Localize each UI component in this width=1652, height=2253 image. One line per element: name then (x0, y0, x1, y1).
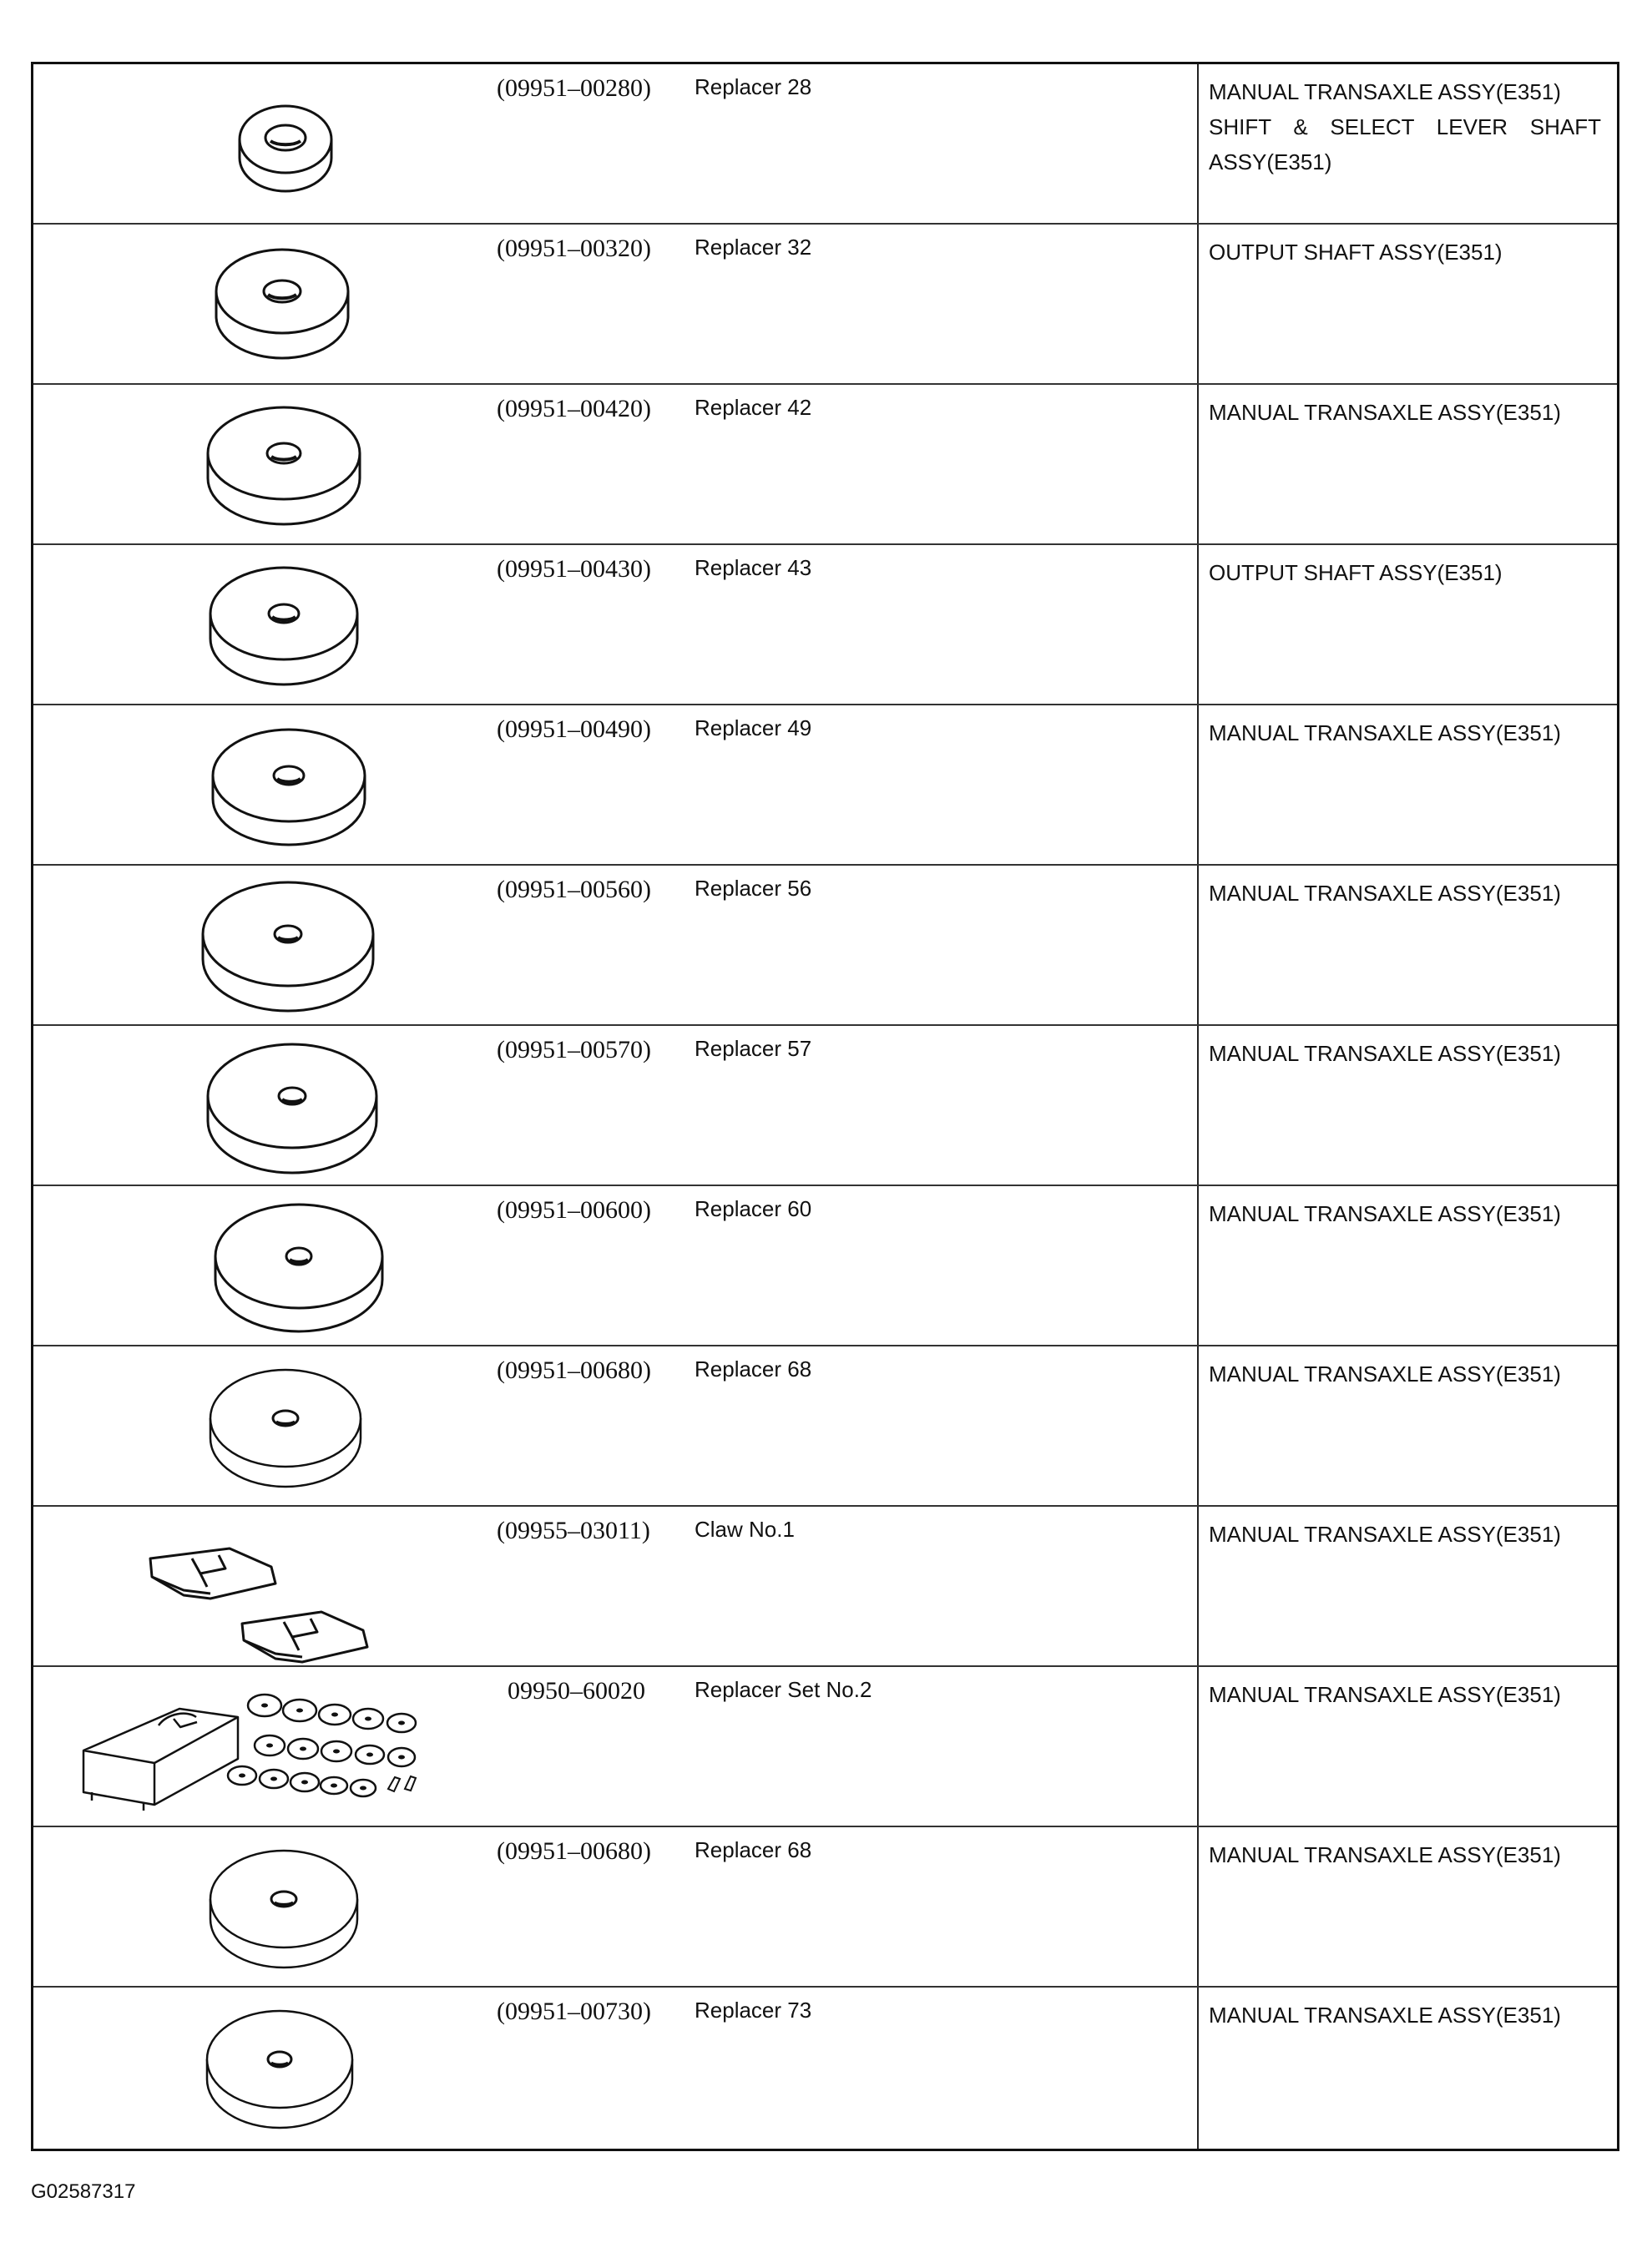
disc-replacer-icon (33, 225, 484, 383)
part-number: (09951–00680) (497, 1837, 651, 1865)
usage-line: SHIFT & SELECT LEVER SHAFT (1209, 114, 1601, 139)
table-row (33, 385, 1617, 545)
part-number: (09951–00730) (497, 1998, 651, 2025)
usage-cell (1209, 1036, 1601, 1071)
usage-cell (1209, 876, 1601, 911)
part-number: (09951–00680) (497, 1356, 651, 1384)
tool-name: Replacer 68 (695, 1356, 812, 1382)
part-number: (09951–00560) (497, 876, 651, 903)
usage-line: MANUAL TRANSAXLE ASSY(E351) (1209, 1682, 1561, 1707)
table-row (33, 545, 1617, 705)
table-row (33, 1507, 1617, 1667)
usage-line: MANUAL TRANSAXLE ASSY(E351) (1209, 881, 1561, 906)
usage-line: ASSY(E351) (1209, 149, 1332, 174)
usage-line: MANUAL TRANSAXLE ASSY(E351) (1209, 1041, 1561, 1066)
tool-name: Replacer 49 (695, 715, 812, 740)
usage-line: MANUAL TRANSAXLE ASSY(E351) (1209, 720, 1561, 745)
usage-line: OUTPUT SHAFT ASSY(E351) (1209, 560, 1503, 585)
table-row (33, 1186, 1617, 1346)
replacer-set-case-icon (33, 1667, 484, 1826)
usage-cell (1209, 1837, 1601, 1872)
usage-cell (1209, 1677, 1601, 1712)
usage-cell (1209, 235, 1601, 270)
usage-line: MANUAL TRANSAXLE ASSY(E351) (1209, 79, 1561, 104)
disc-replacer-icon (33, 1026, 484, 1185)
table-row (33, 225, 1617, 385)
table-row (33, 1346, 1617, 1507)
usage-cell (1209, 395, 1601, 430)
part-number: (09951–00570) (497, 1036, 651, 1063)
usage-cell (1209, 1356, 1601, 1392)
usage-line: MANUAL TRANSAXLE ASSY(E351) (1209, 400, 1561, 425)
tool-name: Replacer 32 (695, 235, 812, 260)
usage-cell (1209, 555, 1601, 590)
usage-line: MANUAL TRANSAXLE ASSY(E351) (1209, 2003, 1561, 2028)
table-row (33, 1827, 1617, 1988)
usage-cell (1209, 715, 1601, 750)
part-number: (09951–00280) (497, 74, 651, 102)
tool-name: Replacer 28 (695, 74, 812, 99)
usage-line: MANUAL TRANSAXLE ASSY(E351) (1209, 1201, 1561, 1226)
usage-line: MANUAL TRANSAXLE ASSY(E351) (1209, 1361, 1561, 1387)
disc-replacer-icon (33, 1827, 484, 1986)
part-number: (09951–00320) (497, 235, 651, 262)
tool-name: Replacer 56 (695, 876, 812, 901)
usage-cell (1209, 1998, 1601, 2033)
disc-replacer-icon (33, 1988, 484, 2146)
tool-name: Replacer 68 (695, 1837, 812, 1862)
disc-replacer-icon (33, 1346, 484, 1505)
disc-replacer-icon (33, 545, 484, 704)
table-row (33, 1667, 1617, 1827)
usage-cell (1209, 74, 1601, 179)
table-row (33, 1026, 1617, 1186)
usage-cell (1209, 1517, 1601, 1552)
disc-replacer-icon (33, 705, 484, 864)
table-row (33, 866, 1617, 1026)
tool-name: Replacer 60 (695, 1196, 812, 1221)
figure-id: G02587317 (31, 2180, 136, 2203)
claw-icon (33, 1507, 484, 1665)
disc-replacer-icon (33, 385, 484, 543)
tool-name: Replacer 57 (695, 1036, 812, 1061)
disc-replacer-icon (33, 866, 484, 1024)
tool-name: Replacer 73 (695, 1998, 812, 2023)
table-row (33, 1988, 1617, 2149)
disc-replacer-icon (33, 1186, 484, 1345)
ring-washer-icon (33, 64, 484, 223)
special-tool-table (31, 62, 1619, 2151)
tool-name: Replacer 43 (695, 555, 812, 580)
usage-line: MANUAL TRANSAXLE ASSY(E351) (1209, 1842, 1561, 1867)
table-row (33, 705, 1617, 866)
usage-cell (1209, 1196, 1601, 1231)
part-number: (09951–00600) (497, 1196, 651, 1224)
tool-name: Replacer Set No.2 (695, 1677, 872, 1702)
table-row (33, 64, 1617, 225)
tool-name: Replacer 42 (695, 395, 812, 420)
part-number: 09950–60020 (508, 1677, 645, 1705)
part-number: (09951–00430) (497, 555, 651, 583)
usage-line: MANUAL TRANSAXLE ASSY(E351) (1209, 1522, 1561, 1547)
tool-name: Claw No.1 (695, 1517, 795, 1542)
part-number: (09951–00420) (497, 395, 651, 422)
part-number: (09951–00490) (497, 715, 651, 743)
part-number: (09955–03011) (497, 1517, 650, 1544)
usage-line: OUTPUT SHAFT ASSY(E351) (1209, 240, 1503, 265)
